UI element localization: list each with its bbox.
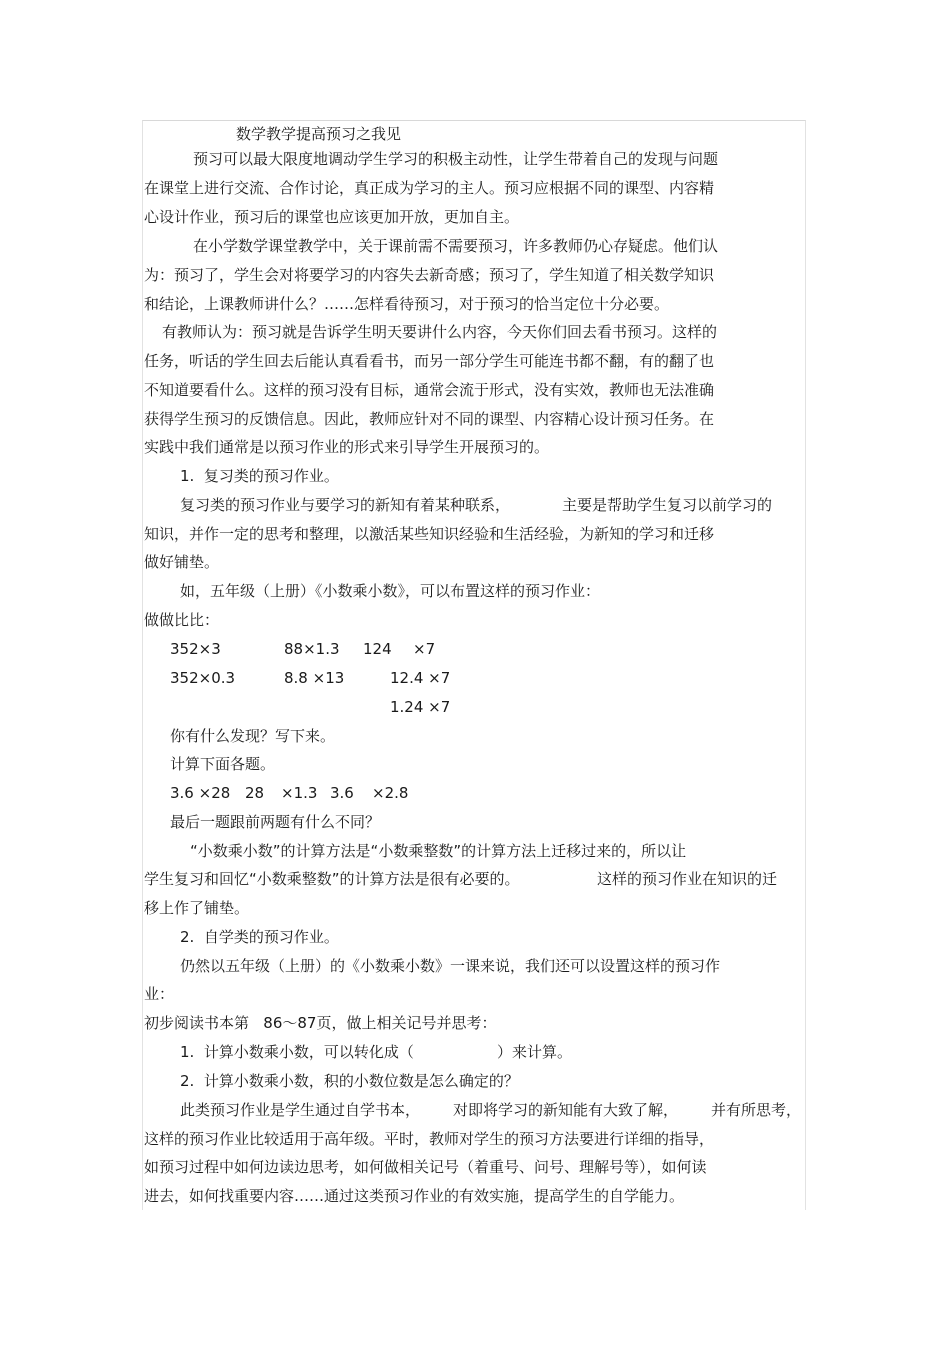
- text-line: 并有所思考，: [711, 1101, 802, 1119]
- text-line: 学生复习和回忆“小数乘整数”的计算方法是很有必要的。: [144, 870, 520, 888]
- text-line: 知识，并作一定的思考和整理，以激活某些知识经验和生活经验，为新知的学习和迁移: [144, 525, 715, 543]
- text-line: 有教师认为：预习就是告诉学生明天要讲什么内容，今天你们回去看书预习。这样的: [162, 323, 718, 341]
- text-line: 1. 复习类的预习作业。: [180, 467, 339, 485]
- text-line: 2. 自学类的预习作业。: [180, 928, 339, 946]
- text-line: ×7: [413, 640, 436, 658]
- text-line: 为：预习了，学生会对将要学习的内容失去新奇感；预习了，学生知道了相关数学知识: [144, 266, 715, 284]
- text-line: 3.6: [330, 784, 354, 802]
- text-line: 业：: [144, 985, 175, 1003]
- text-line: 任务，听话的学生回去后能认真看看书，而另一部分学生可能连书都不翻，有的翻了也: [144, 352, 715, 370]
- text-line: ）来计算。: [497, 1043, 573, 1061]
- text-line: 1. 计算小数乘小数，可以转化成（: [180, 1043, 414, 1061]
- text-line: 在小学数学课堂教学中，关于课前需不需要预习，许多教师仍心存疑虑。他们认: [193, 237, 719, 255]
- text-line: ×2.8: [372, 784, 409, 802]
- text-line: 心设计作业，预习后的课堂也应该更加开放，更加自主。: [144, 208, 520, 226]
- text-line: 1.24 ×7: [390, 698, 451, 716]
- text-line: 做做比比：: [144, 611, 220, 629]
- text-line: 初步阅读书本第 86～87页，做上相关记号并思考：: [144, 1014, 497, 1032]
- text-line: 如，五年级（上册）《小数乘小数》，可以布置这样的预习作业：: [180, 582, 601, 600]
- text-line: 不知道要看什么。这样的预习没有目标，通常会流于形式，没有实效，教师也无法准确: [144, 381, 715, 399]
- text-line: 对即将学习的新知能有大致了解，: [453, 1101, 679, 1119]
- text-line: 计算下面各题。: [170, 755, 276, 773]
- text-line: 如预习过程中如何边读边思考，如何做相关记号（着重号、问号、理解号等），如何读: [144, 1158, 707, 1176]
- text-line: 你有什么发现？写下来。: [170, 727, 336, 745]
- text-line: 12.4 ×7: [390, 669, 451, 687]
- text-line: 352×0.3: [170, 669, 236, 687]
- text-line: 进去，如何找重要内容……通过这类预习作业的有效实施，提高学生的自学能力。: [144, 1187, 685, 1205]
- text-line: 28: [245, 784, 265, 802]
- text-line: 352×3: [170, 640, 221, 658]
- text-line: 仍然以五年级（上册）的《小数乘小数》一课来说，我们还可以设置这样的预习作: [180, 957, 721, 975]
- text-line: ×1.3: [281, 784, 318, 802]
- text-line: 获得学生预习的反馈信息。因此，教师应针对不同的课型、内容精心设计预习任务。在: [144, 410, 715, 428]
- text-line: 这样的预习作业在知识的迁: [597, 870, 778, 888]
- text-line: 2. 计算小数乘小数，积的小数位数是怎么确定的？: [180, 1072, 519, 1090]
- text-line: 实践中我们通常是以预习作业的形式来引导学生开展预习的。: [144, 438, 550, 456]
- text-line: 最后一题跟前两题有什么不同？: [170, 813, 381, 831]
- text-line: 3.6 ×28: [170, 784, 231, 802]
- text-line: 移上作了铺垫。: [144, 899, 250, 917]
- text-line: 主要是帮助学生复习以前学习的: [562, 496, 773, 514]
- text-line: 复习类的预习作业与要学习的新知有着某种联系，: [180, 496, 511, 514]
- text-line: 这样的预习作业比较适用于高年级。平时，教师对学生的预习方法要进行详细的指导，: [144, 1130, 715, 1148]
- text-line: 在课堂上进行交流、合作讨论，真正成为学习的主人。预习应根据不同的课型、内容精: [144, 179, 715, 197]
- text-line: 和结论，上课教师讲什么？……怎样看待预习，对于预习的恰当定位十分必要。: [144, 295, 670, 313]
- text-line: 88×1.3: [284, 640, 340, 658]
- text-line: 预习可以最大限度地调动学生学习的积极主动性，让学生带着自己的发现与问题: [193, 150, 719, 168]
- text-line: 8.8 ×13: [284, 669, 345, 687]
- document-title: 数学教学提高预习之我见: [236, 125, 402, 143]
- text-line: 此类预习作业是学生通过自学书本，: [180, 1101, 421, 1119]
- text-line: “小数乘小数”的计算方法是“小数乘整数”的计算方法上迁移过来的，所以让: [190, 842, 687, 860]
- text-line: 做好铺垫。: [144, 553, 220, 571]
- text-line: 124: [363, 640, 392, 658]
